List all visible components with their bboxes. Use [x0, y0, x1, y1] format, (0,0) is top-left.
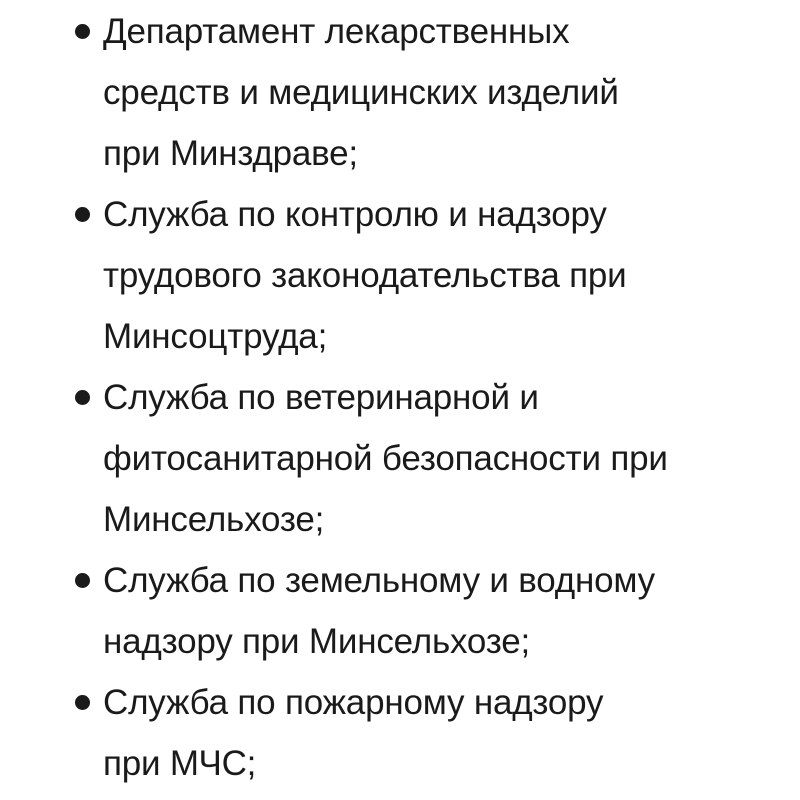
list-item-line: Минсоцтруда; — [103, 317, 328, 356]
list-item-line: при МЧС; — [103, 744, 257, 783]
list-item-line: трудового законодательства при — [103, 256, 627, 295]
list-item-line: Департамент лекарственных — [103, 12, 570, 51]
list-item-line: средств и медицинских изделий — [103, 73, 619, 112]
list-item — [0, 550, 800, 672]
list-item-line: надзору при Минсельхозе; — [103, 622, 531, 661]
list-item — [0, 367, 800, 550]
bullet-icon — [75, 24, 90, 39]
list-item — [0, 184, 800, 367]
bullet-icon — [75, 207, 90, 222]
list-item — [0, 672, 800, 794]
list-item-line: при Минздраве; — [103, 134, 358, 173]
list-item-line: Служба по пожарному надзору — [103, 683, 604, 722]
list-item-line: Минсельхозе; — [103, 500, 325, 539]
bullet-icon — [75, 573, 90, 588]
list-item-line: фитосанитарной безопасности при — [103, 439, 668, 478]
list-item — [0, 1, 800, 184]
agency-bullet-list — [0, 1, 800, 794]
bullet-icon — [75, 390, 90, 405]
list-item-line: Служба по земельному и водному — [103, 561, 655, 600]
list-item-line: Служба по контролю и надзору — [103, 195, 607, 234]
bullet-icon — [75, 695, 90, 710]
list-item-line: Служба по ветеринарной и — [103, 378, 539, 417]
